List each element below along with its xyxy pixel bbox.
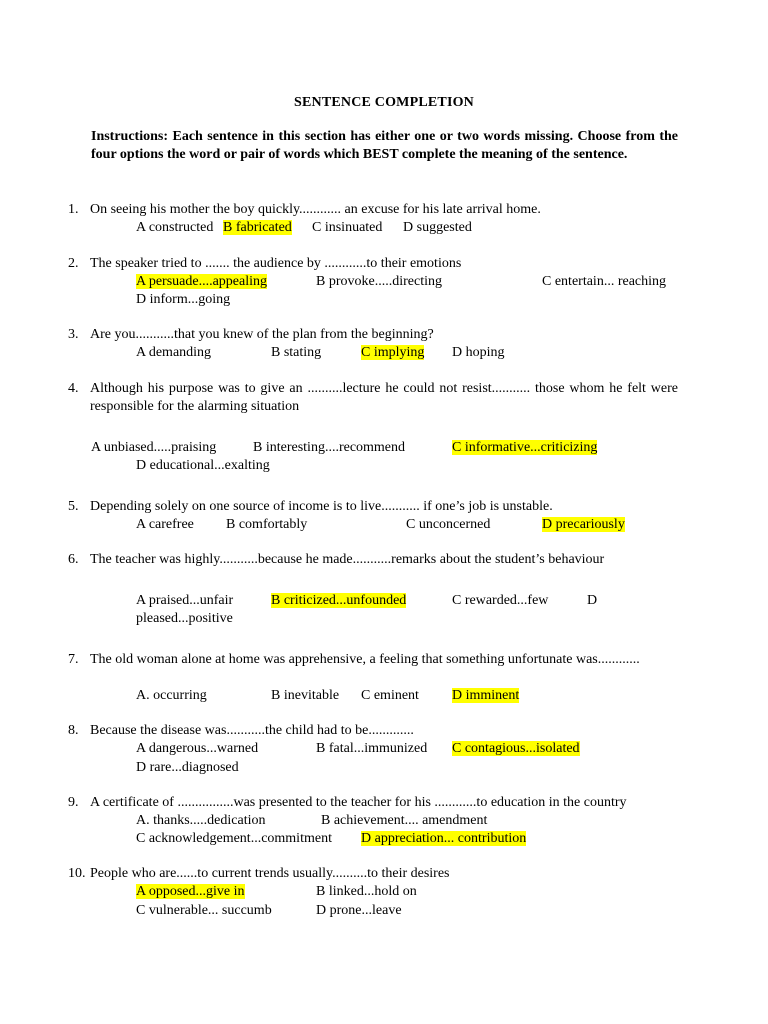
option-d: D hoping — [452, 345, 505, 360]
option-c: C insinuated — [312, 220, 383, 235]
option-b: B interesting....recommend — [253, 440, 406, 455]
question-number: 7. — [68, 652, 79, 667]
option-d: D suggested — [403, 220, 472, 235]
question-number: 8. — [68, 723, 79, 738]
option-a-answer: A persuade....appealing — [136, 274, 268, 289]
option-d: D prone...leave — [316, 903, 402, 918]
question-text: Are you...........that you knew of the plan from the beginning? — [90, 327, 434, 342]
option-c: C vulnerable... succumb — [136, 903, 272, 918]
option-b-answer: B fabricated — [223, 220, 292, 235]
option-a: A praised...unfair — [136, 593, 234, 608]
option-a: A constructed — [136, 220, 214, 235]
option-d: D rare...diagnosed — [136, 760, 239, 775]
question-number: 4. — [68, 381, 79, 396]
option-a: A. thanks.....dedication — [136, 813, 266, 828]
option-b: B achievement.... amendment — [321, 813, 488, 828]
question-text: Because the disease was...........the child had to be............. — [90, 723, 414, 738]
option-b: B inevitable — [271, 688, 340, 703]
question-number: 9. — [68, 795, 79, 810]
option-b: B fatal...immunized — [316, 741, 428, 756]
question-text: Depending solely on one source of income is to live........... if one’s job is unstable. — [90, 499, 553, 514]
question-text: People who are......to current trends usually..........to their desires — [90, 866, 450, 881]
option-b-answer: B criticized...unfounded — [271, 593, 407, 608]
question-number: 2. — [68, 256, 79, 271]
option-c: C unconcerned — [406, 517, 491, 532]
option-d-answer: D precariously — [542, 517, 625, 532]
option-c-answer: C implying — [361, 345, 425, 360]
question-number: 10. — [68, 866, 86, 881]
question-number: 1. — [68, 202, 79, 217]
question-text: A certificate of ................was presented to the teacher for his ............to education in the country — [90, 795, 627, 810]
question-text: The old woman alone at home was apprehensive, a feeling that something unfortunate was............ — [90, 652, 640, 667]
option-b: B linked...hold on — [316, 884, 417, 899]
option-d: D educational...exalting — [136, 458, 270, 473]
option-b: B stating — [271, 345, 322, 360]
question-number: 5. — [68, 499, 79, 514]
question-number: 6. — [68, 552, 79, 567]
option-c: C acknowledgement...commitment — [136, 831, 332, 846]
instructions: Instructions: Each sentence in this section has either one or two words missing. Choose from the four options the word or pair of words which BEST complete the meaning of the sentence. — [91, 129, 678, 162]
option-c: C eminent — [361, 688, 419, 703]
option-d-text: pleased...positive — [136, 611, 233, 626]
option-c: C rewarded...few — [452, 593, 549, 608]
option-b: B comfortably — [226, 517, 308, 532]
question-text: Although his purpose was to give an ..........lecture he could not resist........... those whom he felt were responsible for the alarming situation — [90, 381, 678, 414]
question-text: The speaker tried to ....... the audience by ............to their emotions — [90, 256, 462, 271]
question-number: 3. — [68, 327, 79, 342]
option-d-answer: D imminent — [452, 688, 520, 703]
option-c: C entertain... reaching — [542, 274, 667, 289]
option-c-answer: C contagious...isolated — [452, 741, 580, 756]
option-d-letter: D — [587, 593, 598, 608]
question-text: The teacher was highly...........because he made...........remarks about the student’s behaviour — [90, 552, 605, 567]
option-a: A demanding — [136, 345, 212, 360]
page-title: SENTENCE COMPLETION — [294, 95, 474, 110]
option-b: B provoke.....directing — [316, 274, 442, 289]
option-a: A. occurring — [136, 688, 207, 703]
option-d: D inform...going — [136, 292, 231, 307]
question-text: On seeing his mother the boy quickly............ an excuse for his late arrival home. — [90, 202, 541, 217]
option-a: A carefree — [136, 517, 194, 532]
option-c-answer: C informative...criticizing — [452, 440, 598, 455]
option-a: A unbiased.....praising — [91, 440, 217, 455]
option-a-answer: A opposed...give in — [136, 884, 245, 899]
option-a: A dangerous...warned — [136, 741, 259, 756]
option-d-answer: D appreciation... contribution — [361, 831, 527, 846]
